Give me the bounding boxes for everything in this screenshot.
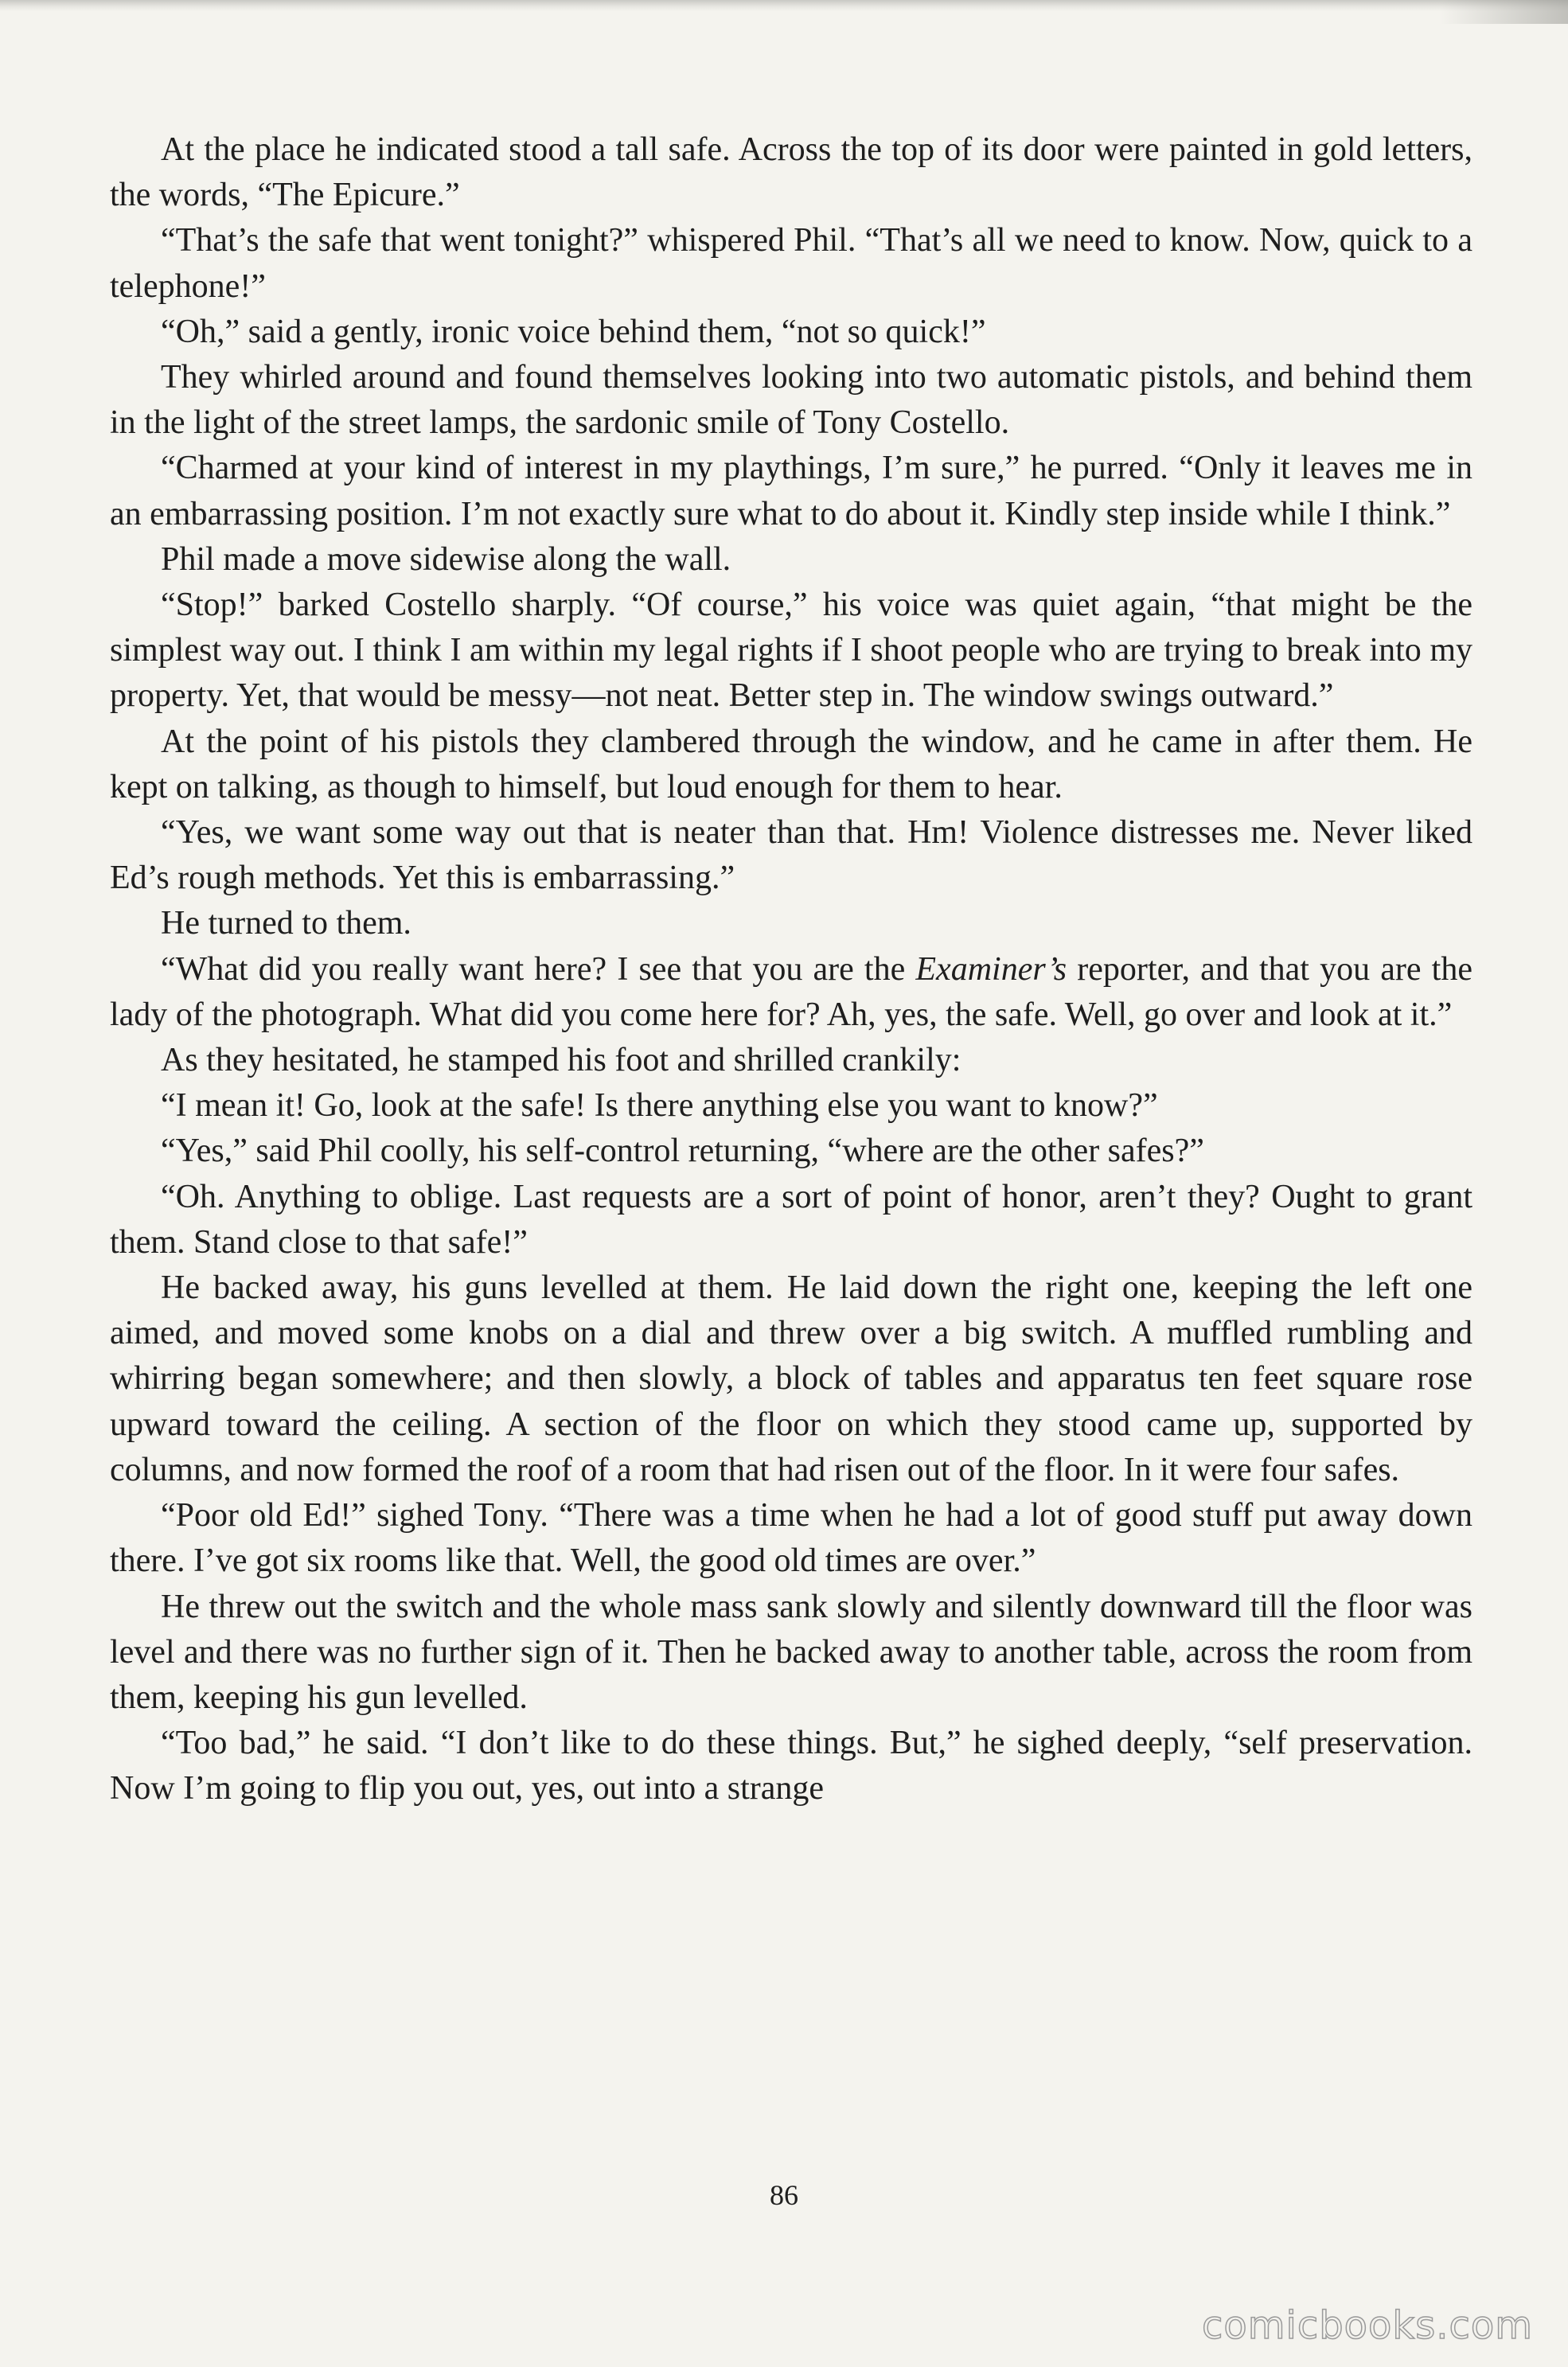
paragraph: “Oh,” said a gently, ironic voice behind them, “not so quick!” — [161, 313, 986, 350]
paragraph: “Too bad,” he said. “I don’t like to do these things. But,” he sighed deeply, “self preservation. Now I’m going to flip you out, yes, out into a strange — [110, 1725, 1472, 1807]
paragraph: “Charmed at your kind of interest in my playthings, I’m sure,” he purred. “Only it leaves me in an embarrassing position. I’m not exactly sure what to do about it. Kindly step inside while I think.” — [110, 450, 1472, 532]
paragraph: “That’s the safe that went tonight?” whispered Phil. “That’s all we need to know. Now, quick to a telephone!” — [110, 222, 1472, 305]
paragraph: They whirled around and found themselves looking into two automatic pistols, and behind them in the light of the street lamps, the sardonic smile of Tony Costello. — [110, 359, 1472, 442]
paragraph: He backed away, his guns levelled at them. He laid down the right one, keeping the left one aimed, and moved some knobs on a dial and threw over a big switch. A muffled rumbling and whirring began somewhere; and then slowly, a block of tables and apparatus ten feet square rose upward toward the ceiling. A section of the floor on which they stood came up, supported by columns, and now formed the roof of a room that had risen out of the floor. In it were four safes. — [110, 1269, 1472, 1488]
paragraph: “Poor old Ed!” sighed Tony. “There was a time when he had a lot of good stuff put away down there. I’ve got six rooms like that. Well, the good old times are over.” — [110, 1497, 1472, 1580]
paragraph: “What did you really want here? I see that you are the Examiner’s reporter, and that you are the lady of the photograph. What did you come here for? Ah, yes, the safe. Well, go over and look at it.” — [110, 950, 1472, 1033]
page-top-edge — [0, 0, 1568, 11]
paragraph: “Oh. Anything to oblige. Last requests are a sort of point of honor, aren’t they? Ought to grant them. Stand close to that safe!” — [110, 1178, 1472, 1261]
paragraph: At the place he indicated stood a tall safe. Across the top of its door were painted in gold letters, the words, “The Epicure.” — [110, 131, 1472, 214]
italic-text: Examiner’s — [915, 950, 1067, 988]
body-text — [110, 127, 1472, 1812]
paragraph: “Stop!” barked Costello sharply. “Of course,” his voice was quiet again, “that might be the simplest way out. I think I am within my legal rights if I shoot people who are trying to break into my property. Yet, that would be messy—not neat. Better step in. The window swings outward.” — [110, 587, 1472, 715]
paragraph: “I mean it! Go, look at the safe! Is there anything else you want to know?” — [161, 1087, 1158, 1125]
paragraph: He threw out the switch and the whole mass sank slowly and silently downward till the floor was level and there was no further sign of it. Then he backed away to another table, across the room from them, keeping his gun levelled. — [110, 1588, 1472, 1716]
paragraph: “Yes, we want some way out that is neater than that. Hm! Violence distresses me. Never liked Ed’s rough methods. Yet this is embarrassing.” — [110, 814, 1472, 897]
watermark-logo: comicbooks.com — [1201, 2303, 1533, 2348]
paragraph: As they hesitated, he stamped his foot and shrilled crankily: — [161, 1042, 961, 1079]
page-number: 86 — [770, 2179, 798, 2211]
paragraph: “Yes,” said Phil coolly, his self-control returning, “where are the other safes?” — [161, 1133, 1204, 1170]
page-corner-smudge — [1441, 0, 1568, 24]
paragraph: He turned to them. — [161, 905, 412, 942]
paragraph: At the point of his pistols they clambered through the window, and he came in after them. He kept on talking, as though to himself, but loud enough for them to hear. — [110, 723, 1472, 805]
paragraph: Phil made a move sidewise along the wall. — [161, 540, 731, 578]
